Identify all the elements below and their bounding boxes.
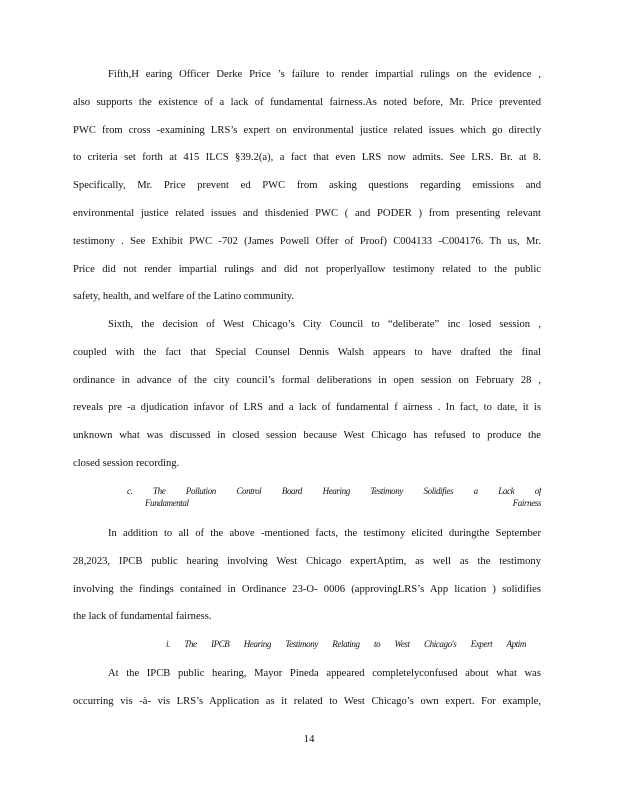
text-line: Specifically, Mr. Price prevent ed PWC from asking questions regarding emissions and [73, 180, 541, 192]
text-line: environmental justice related issues and thisdenied PWC ( and PODER ) from presenting relevant [73, 207, 541, 219]
section-heading-i [166, 639, 526, 651]
text-line: Sixth, the decision of West Chicago’s City Council to “deliberate” inc losed session , [108, 319, 541, 330]
paragraph-sixth [73, 311, 541, 478]
page-number: 14 [303, 733, 315, 745]
text-line: reveals pre -a djudication infavor of LRS and a lack of fundamental f airness . In fact, to date, it is [73, 402, 541, 414]
text-line: closed session recording. [73, 457, 180, 469]
section-heading-c [127, 486, 541, 510]
text-line: safety, health, and welfare of the Latino community. [73, 291, 295, 303]
text-line: unknown what was discussed in closed session because West Chicago has refused to produce the [73, 430, 541, 442]
text-line: Price did not render impartial rulings and did not properlyallow testimony related to the public [73, 263, 541, 275]
paragraph-fifth [73, 61, 541, 311]
text-line: In addition to all of the above -mentioned facts, the testimony elicited duringthe September [108, 528, 541, 539]
text-line: PWC from cross -examining LRS’s expert on environmental justice related issues which go directly [73, 124, 541, 136]
text-line: coupled with the fact that Special Counsel Dennis Walsh appears to have drafted the final [73, 346, 541, 358]
paragraph-in-addition [73, 520, 541, 631]
text-line: involving the findings contained in Ordinance 23-O- 0006 (approvingLRS’s App lication ) solidifies [73, 583, 541, 595]
text-line: to criteria set forth at 415 ILCS §39.2(a), a fact that even LRS now admits. See LRS. Br. at 8. [73, 152, 541, 164]
text-line: 28,2023, IPCB public hearing involving West Chicago expertAptim, as well as the testimony [73, 555, 541, 567]
text-line: also supports the existence of a lack of fundamental fairness.As noted before, Mr. Price prevented [73, 96, 541, 108]
text-line: the lack of fundamental fairness. [73, 611, 212, 623]
heading-line: i. The IPCB Hearing Testimony Relating to West Chicago's Expert Aptim [166, 639, 526, 649]
heading-line: c. The Pollution Control Board Hearing Testimony Solidifies a Lack of [127, 486, 541, 496]
text-line: At the IPCB public hearing, Mayor Pineda appeared completelyconfused about what was [108, 668, 541, 679]
heading-line: Fundamental Fairness [145, 498, 541, 508]
text-line: ordinance in advance of the city council’s formal deliberations in open session on February 28 , [73, 374, 541, 386]
text-line: occurring vis -à- vis LRS’s Application as it related to West Chicago’s own expert. For example, [73, 695, 541, 707]
text-line: testimony . See Exhibit PWC -702 (James Powell Offer of Proof) C004133 -C004176. Th us, Mr. [73, 235, 541, 247]
paragraph-at-the-ipcb [73, 660, 541, 716]
text-line: Fifth,H earing Officer Derke Price ’s failure to render impartial rulings on the evidence , [108, 69, 541, 80]
